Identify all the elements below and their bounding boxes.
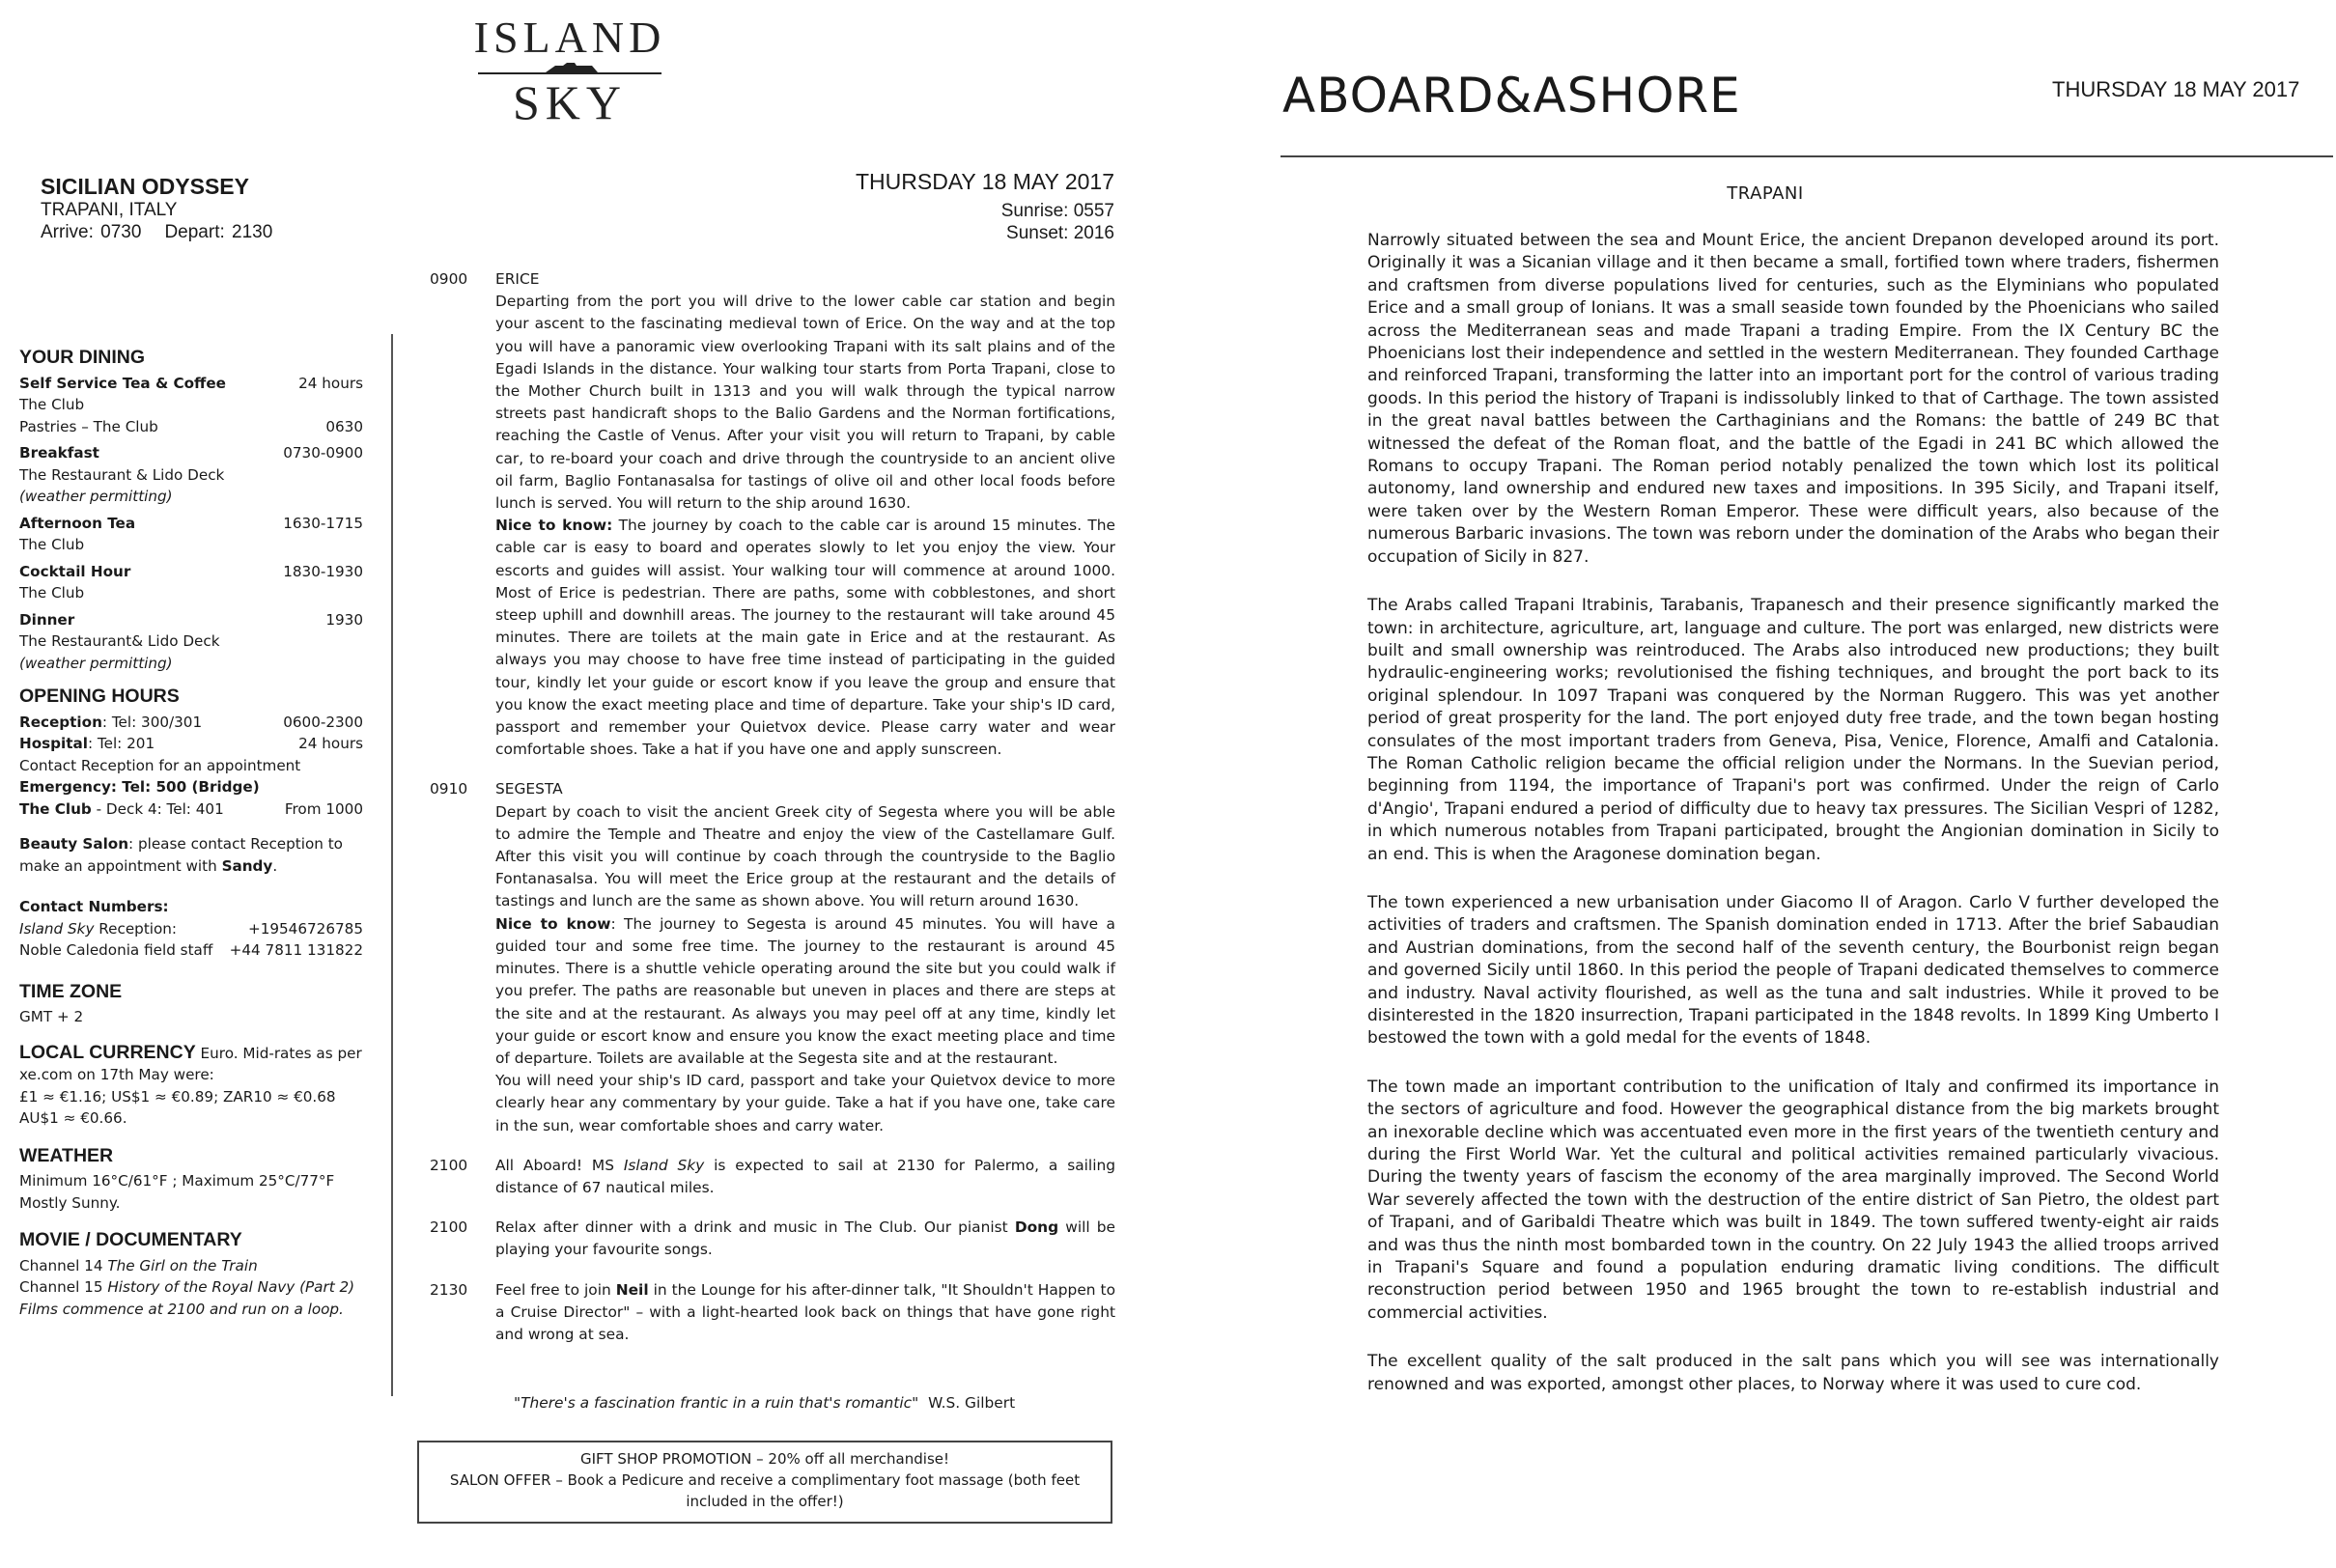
article-heading: TRAPANI (1727, 183, 1804, 204)
quote (514, 1394, 1015, 1412)
sunset: Sunset: 2016 (1006, 223, 1114, 243)
column-divider (391, 334, 393, 1396)
logo-line-1: ISLAND (473, 13, 666, 62)
quote-text: "There's a fascination frantic in a ruin that's romantic" (514, 1394, 919, 1412)
movie-note: Films commence at 2100 and run on a loop. (19, 1300, 344, 1318)
sunrise: Sunrise: 0557 (1000, 201, 1114, 221)
movie-channel-15: Channel 15 History of the Royal Navy (Part 2) (19, 1278, 355, 1296)
evening-entry-music: 2100 Relax after dinner with a drink and music in The Club. Our pianist Dong will be playing your favourite songs. (430, 1218, 1115, 1259)
schedule-entry-segesta (430, 778, 1115, 1136)
emergency-row: Emergency: Tel: 500 (Bridge) (19, 778, 260, 796)
contact-reception: Island Sky Reception: +19546726785 (19, 919, 363, 938)
daily-schedule (430, 268, 1115, 1363)
time-zone-value: GMT + 2 (19, 1008, 84, 1025)
weather-heading: WEATHER (19, 1144, 114, 1166)
weather-outlook: Mostly Sunny. (19, 1193, 121, 1212)
cruise-name: SICILIAN ODYSSEY (41, 174, 249, 199)
dining-item: Afternoon Tea 1630-1715 The Club (19, 514, 363, 553)
club-row: The Club - Deck 4: Tel: 401 From 1000 (19, 799, 363, 818)
currency-block (19, 1042, 363, 1130)
page-date-left: THURSDAY 18 MAY 2017 (855, 169, 1114, 194)
dining-item: Self Service Tea & Coffee 24 hours The Club (19, 374, 363, 413)
hospital-note: Contact Reception for an appointment (19, 756, 301, 774)
article-paragraph: The Arabs called Trapani Itrabinis, Tarabanis, Trapanesch and their presence significantly marked the town: in architecture, agriculture, art, language and culture. The port was enlarged, new districts were built and small ownership was reintroduced. The Arabs also introduced new productions; they built hydraulic-engineering works; revolutionised the fishing techniques, and brought the port back to its original splendour. In 1097 Trapani was conquered by the Norman Ruggero. This was yet another period of great prosperity for the land. The port enjoyed duty free trade, and the town began hosting consulates of the most important traders from Geneva, Pisa, Venice, Florence, Amalfi and Catalonia. The Roman Catholic religion became the official religion under the Normans. In the Suevian period, beginning from 1194, the importance of Trapani's port was confirmed. Under the reign of Carlo d'Angio', Trapani endured a period of difficulty due to heavy tax pressures. The Sicilian Vespri of 1282, in which numerous notables from Trapani participated, brought the Angionian domination in Sicily to an end. This is when the Aragonese domination began. (1367, 596, 2219, 864)
entry-nice-to-know: Nice to know: The journey by coach to the cable car is around 15 minutes. The cable car is easy to board and operates slowly to let you enjoy the view. Your escorts and guides will assist. Your walking tour will commence at around 1000. Most of Erice is pedestrian. There are paths, some with cobblestones, and short steep uphill and downhill areas. The journey to the restaurant will take around 45 minutes. There are toilets at the main gate in Erice and at the restaurant. As always you may choose to have free time instead of participating in the guided tour, kindly let your guide or escort know if you leave the group and ensure that you know the exact meeting place and time of departure. Take your ship's ID card, passport and remember your Quietvox device. Please carry water and wear comfortable shoes. Take a hat if you have one and apply sunscreen. (495, 517, 1115, 759)
dining-list (19, 373, 363, 675)
contact-field-staff: Noble Caledonia field staff +44 7811 131822 (19, 941, 363, 959)
header-rule (1281, 155, 2333, 157)
dining-heading: YOUR DINING (19, 347, 146, 368)
currency-rates: £1 ≈ €1.16; US$1 ≈ €0.89; ZAR10 ≈ €0.68 (19, 1087, 336, 1106)
evening-entry-talk: 2130 Feel free to join Neil in the Lounge for his after-dinner talk, "It Shouldn't Happen to a Cruise Director" – with a light-hearted look back on things that have gone right and wrong at sea. (430, 1280, 1115, 1343)
promotion-box (417, 1441, 1112, 1524)
gift-shop-promo: GIFT SHOP PROMOTION – 20% off all merchandise! (580, 1450, 949, 1468)
port-name: TRAPANI, ITALY (41, 200, 178, 220)
entry-extra: You will need your ship's ID card, passport and take your Quietvox device to more clearly hear any commentary by your guide. Take a hat if you have one, take care in the sun, wear comfortable shoes and carry water. (495, 1072, 1115, 1134)
arrive-time: Arrive: 0730 (41, 222, 142, 242)
schedule-entry-erice (430, 268, 1115, 761)
arrive-depart (41, 222, 272, 243)
article-paragraph: Narrowly situated between the sea and Mount Erice, the ancient Drepanon developed around its port. Originally it was a Sicanian village and it then became a small, fortified town where traders, fishermen and craftsmen from diverse populations lived for centuries, such as the Elyminians who populated Erice and a small group of Ionians. It was a small seaside town founded by the Phoenicians who sailed across the Mediterranean seas and made Trapani a trading Empire. From the IX Century BC the Phoenicians lost their independence and settled in the western Mediterranean. They founded Carthage and reinforced Trapani, transforming the latter into an important port for the control of various trading goods. In this period the history of Trapani is indissolubly linked to that of Carthage. The town assisted in the great naval battles between the Carthaginians and the Romans: the battle of 249 BC that witnessed the defeat of the Roman float, and the battle of the Egadi in 241 BC which allowed the Romans to occupy Trapani. The Roman period notably penalized the town which lost its political autonomy, land ownership and endured new taxes and impositions. In 395 Sicily, and Trapani itself, were taken over by the Western Roman Emperor. These were difficult years, also because of the numerous Barbaric invasions. The town was reborn under the domination of the Arabs who began their occupation of Sicily in 827. (1367, 231, 2219, 567)
entry-title: SEGESTA (495, 780, 563, 798)
contact-heading: Contact Numbers: (19, 898, 169, 915)
entry-body: Depart by coach to visit the ancient Greek city of Segesta where you will be able to admire the Temple and Theatre and enjoy the view of the Castellamare Gulf. After this visit you will continue by coach through the countryside to the Baglio Fontanasalsa. You will meet the Erice group at the restaurant and the details of tastings and lunch are the same as shown above. You will return around 1630. (495, 802, 1115, 910)
dining-item: Breakfast 0730-0900 The Restaurant & Lido Deck (weather permitting) (19, 444, 363, 505)
sun-times (1001, 200, 1114, 244)
dining-item: Pastries – The Club 0630 (19, 417, 363, 435)
currency-rates-2: AU$1 ≈ €0.66. (19, 1109, 127, 1127)
evening-entry-sailing: 2100 All Aboard! MS Island Sky is expected to sail at 2130 for Palermo, a sailing distance of 67 nautical miles. (430, 1156, 1115, 1196)
entry-time: 0900 (430, 270, 468, 288)
reception-row: Reception: Tel: 300/301 0600-2300 (19, 713, 363, 731)
entry-time: 0910 (430, 780, 468, 798)
dining-item: Dinner 1930 The Restaurant& Lido Deck (weather permitting) (19, 610, 363, 672)
depart-time: Depart: 2130 (164, 222, 273, 242)
beauty-salon-info: Beauty Salon: please contact Reception to make an appointment with Sandy. (19, 835, 343, 875)
hospital-row: Hospital: Tel: 201 24 hours (19, 735, 363, 752)
newsletter-title: ABOARD&ASHORE (1282, 68, 1741, 124)
currency-heading: LOCAL CURRENCY (19, 1041, 196, 1063)
logo-line-2: SKY (512, 75, 628, 129)
currency-intro: Euro. Mid-rates as per xe.com on 17th May were: (19, 1044, 362, 1083)
entry-nice-to-know: Nice to know: The journey to Segesta is around 45 minutes. You will have a guided tour and some free time. The journey to the restaurant is around 45 minutes. There is a shuttle vehicle operating around the site but you could walk if you prefer. The paths are reasonable but uneven in places and there are steps at the site and at the restaurant. As always you may peel off at any time, kindly let your guide or escort know and ensure you know the exact meeting place and time of departure. Toilets are available at the Segesta site and at the restaurant. (495, 914, 1115, 1067)
article-paragraph: The town experienced a new urbanisation under Giacomo II of Aragon. Carlo V further developed the activities of traders and craftsmen. The Spanish domination ended in 1713. After the brief Sabaudian and Austrian dominations, from the second half of the seventh century, the Bourbonist reign began and governed Sicily until 1860. In this period the people of Trapani dedicated themselves to commerce and industry. Naval activity flourished, as well as the tuna and salt industries. While it proved to be disinterested in the 1820 insurrection, Trapani participated in the 1848 revolts. In 1899 King Umberto I bestowed the town with a gold medal for the events of 1848. (1367, 892, 2219, 1049)
article-body (1367, 230, 2219, 1422)
movie-heading: MOVIE / DOCUMENTARY (19, 1229, 242, 1250)
info-sidebar (19, 333, 363, 1320)
quote-author: W.S. Gilbert (928, 1394, 1016, 1412)
entry-body: Departing from the port you will drive to the lower cable car station and begin your ascent to the fascinating medieval town of Erice. On the way and at the top you will have a panoramic view overlooking Trapani with its salt plains and of the Egadi Islands in the distance. Your walking tour starts from Porta Trapani, close to the Mother Church built in 1313 and you will walk through the typical narrow streets past handicraft shops to the Balio Gardens and the Norman fortifications, reaching the Castle of Venus. After your visit you will return to Trapani, by cable car, to re-board your coach and drive through the countryside to an ancient olive oil farm, Baglio Fontanasalsa for tastings of olive oil and other local foods before lunch is served. You will return to the ship around 1630. (495, 293, 1115, 513)
entry-title: ERICE (495, 270, 540, 288)
movie-channel-14: Channel 14 The Girl on the Train (19, 1256, 258, 1274)
weather-temps: Minimum 16°C/61°F ; Maximum 25°C/77°F (19, 1172, 335, 1190)
article-paragraph: The excellent quality of the salt produced in the salt pans which you will see was internationally renowned and was exported, amongst other places, to Norway where it was used to cure cod. (1367, 1352, 2219, 1394)
dining-item: Cocktail Hour 1830-1930 The Club (19, 562, 363, 602)
article-paragraph: The town made an important contribution to the unification of Italy and confirmed its importance in the sectors of agriculture and food. However the geographical distance from the big markets brought an inexorable decline which was accentuated even more in the first years of the twentieth century and during the First World War. Yet the cultural and political activities remained particularly vivacious. During the twenty years of fascism the economy of the area marginally improved. The Second World War severely affected the town with the destruction of the entire district of San Pietro, the oldest part of Trapani, and of Garibaldi Theatre which was built in 1849. The town suffered twenty-eight air raids and was thus the ninth most bombarded town in the country. On 22 July 1943 the allied troops arrived in Trapani's Square and found a population enduring dramatic living conditions. The difficult reconstruction period between 1950 and 1965 brought the town to re-establish industrial and commercial activities. (1367, 1077, 2219, 1323)
salon-offer: SALON OFFER – Book a Pedicure and receive a complimentary foot massage (both feet included in the offer!) (449, 1471, 1081, 1510)
opening-hours-heading: OPENING HOURS (19, 686, 180, 707)
time-zone-heading: TIME ZONE (19, 980, 123, 1002)
island-sky-logo (0, 14, 1140, 127)
page-date-right: THURSDAY 18 MAY 2017 (2052, 77, 2300, 101)
